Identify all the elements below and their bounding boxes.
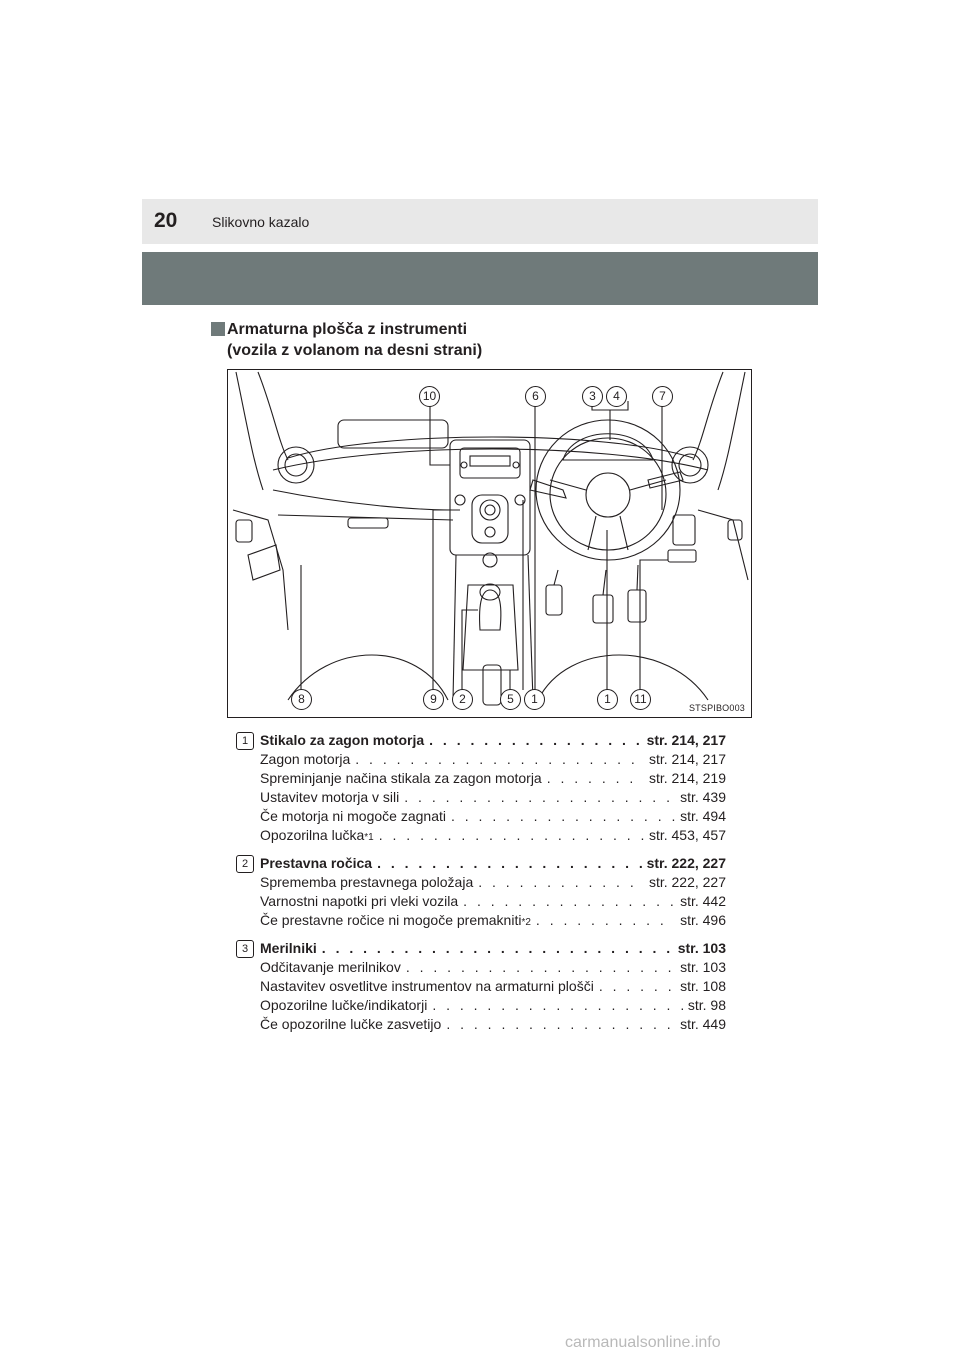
page-reference: str. 103 xyxy=(677,940,726,956)
entry-sub-row: Opozorilna lučka *1 . . . str. 453, 457 xyxy=(260,826,726,845)
dot-leader xyxy=(463,892,675,911)
entry-label: Spreminjanje načina stikala za zagon motorja xyxy=(260,770,542,786)
dot-leader xyxy=(429,731,641,750)
entry-sub-row: Če prestavne ročice ni mogoče premakniti *2 . . . str. 496 xyxy=(260,911,726,930)
dot-leader xyxy=(432,996,683,1015)
entry-lines xyxy=(260,731,726,845)
page-header xyxy=(142,199,818,244)
page-number: 20 xyxy=(154,209,178,232)
entry-label: Če opozorilne lučke zasvetijo xyxy=(260,1016,442,1032)
dot-leader xyxy=(406,958,675,977)
entry-label: Ustavitev motorja v sili xyxy=(260,789,400,805)
entry-number-badge: 2 xyxy=(236,855,254,873)
dot-leader xyxy=(355,750,644,769)
callout-4: 4 xyxy=(606,386,627,407)
callout-7: 7 xyxy=(652,386,673,407)
entry-number-badge: 3 xyxy=(236,940,254,958)
entry-number-badge: 1 xyxy=(236,732,254,750)
callout-9: 9 xyxy=(423,689,444,710)
entry-label: Merilniki xyxy=(260,940,317,956)
entry-sub-row xyxy=(260,873,726,892)
page-reference: str. 108 xyxy=(680,978,726,994)
callout-10: 10 xyxy=(419,386,440,407)
page-reference: str. 442 xyxy=(680,893,726,909)
entry-label: Sprememba prestavnega položaja xyxy=(260,874,474,890)
callout-1b: 1 xyxy=(597,689,618,710)
entry-1 xyxy=(236,731,726,845)
entry-label: Če prestavne ročice ni mogoče premakniti xyxy=(260,912,522,928)
entry-label: Stikalo za zagon motorja xyxy=(260,732,425,748)
entry-main-row xyxy=(260,731,726,750)
entry-sub-row xyxy=(260,977,726,996)
callout-5: 5 xyxy=(500,689,521,710)
page-reference: str. 449 xyxy=(680,1016,726,1032)
entry-3 xyxy=(236,939,726,1034)
dot-leader xyxy=(379,826,644,845)
page-reference: str. 98 xyxy=(687,997,726,1013)
callout-6: 6 xyxy=(525,386,546,407)
entry-sub-row xyxy=(260,1015,726,1034)
dashboard-drawing xyxy=(228,370,753,719)
section-marker-icon xyxy=(211,322,225,336)
dot-leader xyxy=(547,769,644,788)
dot-leader xyxy=(478,873,644,892)
subsection-title-line1: Armaturna plošča z instrumenti xyxy=(227,321,468,338)
image-code: STSPIBO003 xyxy=(688,703,745,713)
page-reference: str. 214, 219 xyxy=(648,770,726,786)
dot-leader xyxy=(451,807,675,826)
entry-label: Varnostni napotki pri vleki vozila xyxy=(260,893,459,909)
page-reference: str. 214, 217 xyxy=(648,751,726,767)
dot-leader xyxy=(536,911,675,930)
dashboard-illustration xyxy=(227,369,752,718)
entry-main-row xyxy=(260,854,726,873)
dot-leader xyxy=(599,977,675,996)
entry-sub-row xyxy=(260,996,726,1015)
callout-11: 11 xyxy=(630,689,651,710)
entry-sub-row xyxy=(260,750,726,769)
dot-leader xyxy=(446,1015,675,1034)
entry-label: Zagon motorja xyxy=(260,751,351,767)
entry-label: Odčitavanje merilnikov xyxy=(260,959,401,975)
entry-sub-row xyxy=(260,769,726,788)
dot-leader xyxy=(322,939,673,958)
page-reference: str. 222, 227 xyxy=(646,855,726,871)
page-reference: str. 439 xyxy=(680,789,726,805)
entry-sub-row xyxy=(260,788,726,807)
page-reference: str. 103 xyxy=(680,959,726,975)
entry-sub-row xyxy=(260,892,726,911)
subsection-title-line2: (vozila z volanom na desni strani) xyxy=(227,342,483,359)
entry-label: Če motorja ni mogoče zagnati xyxy=(260,808,446,824)
entry-sub-row xyxy=(260,807,726,826)
entry-main-row xyxy=(260,939,726,958)
header-band xyxy=(142,252,818,305)
page-reference: str. 214, 217 xyxy=(646,732,726,748)
callout-3: 3 xyxy=(582,386,603,407)
entry-list xyxy=(236,731,726,1043)
entry-label: Opozorilne lučke/indikatorji xyxy=(260,997,428,1013)
page-reference: str. 494 xyxy=(680,808,726,824)
callout-8: 8 xyxy=(291,689,312,710)
dot-leader xyxy=(377,854,642,873)
entry-lines xyxy=(260,939,726,1034)
subsection-heading xyxy=(211,319,482,361)
page-reference: str. 222, 227 xyxy=(648,874,726,890)
entry-2 xyxy=(236,854,726,930)
callout-2: 2 xyxy=(452,689,473,710)
watermark: carmanualsonline.info xyxy=(565,1334,721,1351)
page-reference: str. 496 xyxy=(680,912,726,928)
entry-label: Prestavna ročica xyxy=(260,855,373,871)
dot-leader xyxy=(404,788,675,807)
page-reference: str. 453, 457 xyxy=(648,827,726,843)
entry-label: Opozorilna lučka xyxy=(260,827,365,843)
section-title: Slikovno kazalo xyxy=(212,214,310,230)
entry-sub-row xyxy=(260,958,726,977)
callout-1a: 1 xyxy=(524,689,545,710)
entry-lines xyxy=(260,854,726,930)
entry-label: Nastavitev osvetlitve instrumentov na armaturni plošči xyxy=(260,978,594,994)
